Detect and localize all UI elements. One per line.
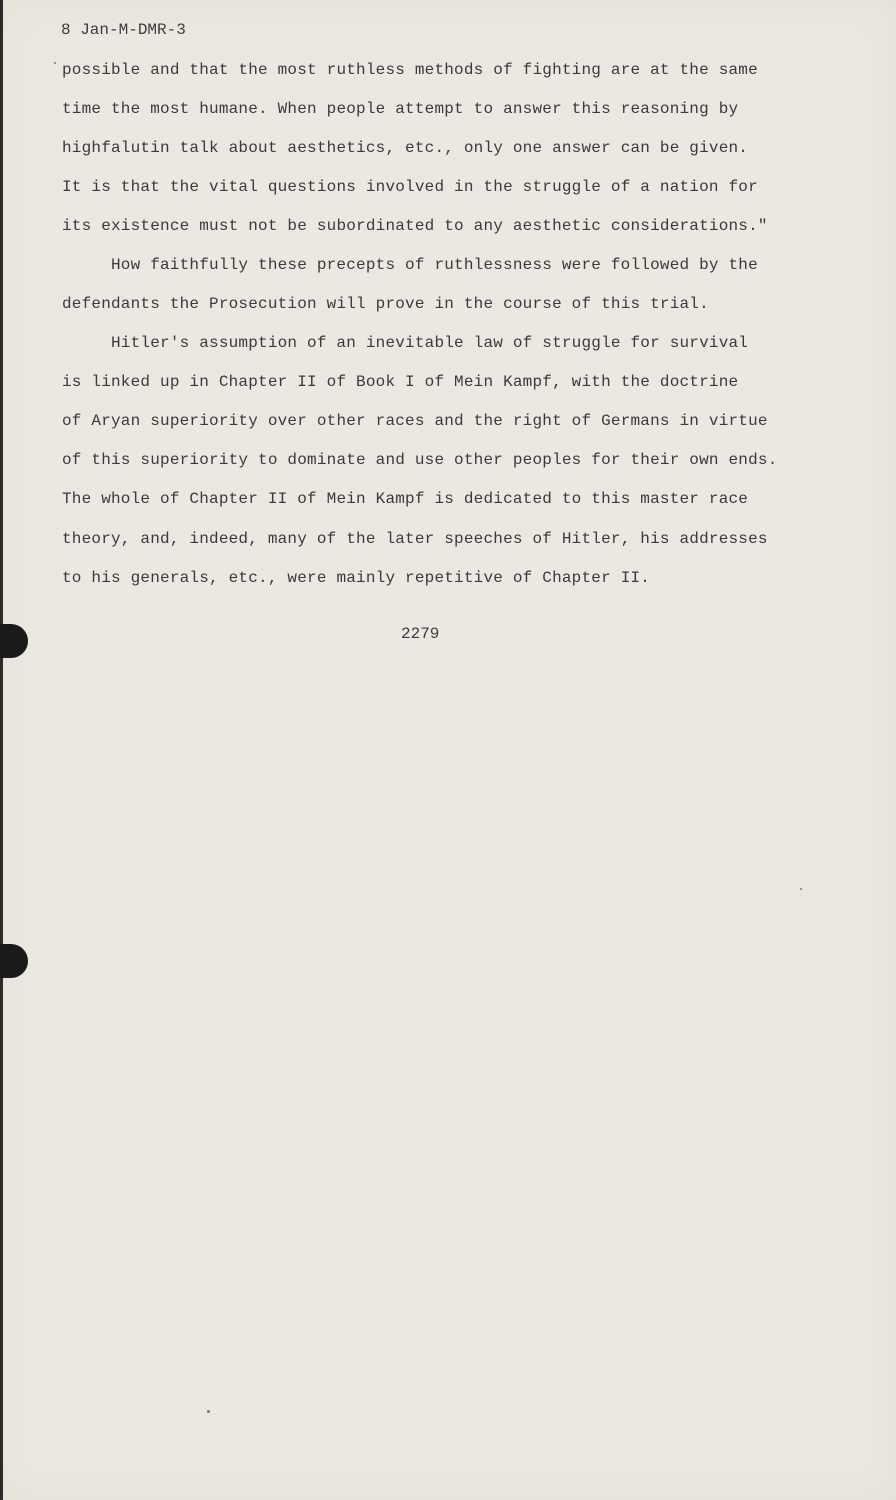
- text-line: Hitler's assumption of an inevitable law of struggle for survival: [111, 334, 749, 352]
- punch-hole-upper: [0, 624, 28, 658]
- text-line: theory, and, indeed, many of the later speeches of Hitler, his addresses: [62, 530, 768, 548]
- document-reference: 8 Jan-M-DMR-3: [61, 21, 186, 39]
- text-line: defendants the Prosecution will prove in the course of this trial.: [62, 295, 709, 313]
- text-line: highfalutin talk about aesthetics, etc., only one answer can be given.: [62, 139, 749, 157]
- text-line: How faithfully these precepts of ruthlessness were followed by the: [111, 256, 758, 274]
- text-line: to his generals, etc., were mainly repetitive of Chapter II.: [62, 569, 651, 587]
- text-line: It is that the vital questions involved in the struggle of a nation for: [62, 178, 758, 196]
- text-line: The whole of Chapter II of Mein Kampf is dedicated to this master race: [62, 490, 749, 508]
- text-line: is linked up in Chapter II of Book I of Mein Kampf, with the doctrine: [62, 373, 739, 391]
- text-line: its existence must not be subordinated to any aesthetic considerations.": [62, 217, 768, 235]
- page-left-edge: [0, 0, 3, 1500]
- text-line: possible and that the most ruthless methods of fighting are at the same: [62, 61, 758, 79]
- paper-speck: [800, 888, 802, 890]
- punch-hole-lower: [0, 944, 28, 978]
- text-line: of this superiority to dominate and use other peoples for their own ends.: [62, 451, 778, 469]
- paper-speck: [54, 62, 56, 64]
- text-line: time the most humane. When people attempt to answer this reasoning by: [62, 100, 739, 118]
- paper-speck: [207, 1410, 210, 1413]
- page-number: 2279: [401, 625, 440, 643]
- text-line: of Aryan superiority over other races and the right of Germans in virtue: [62, 412, 768, 430]
